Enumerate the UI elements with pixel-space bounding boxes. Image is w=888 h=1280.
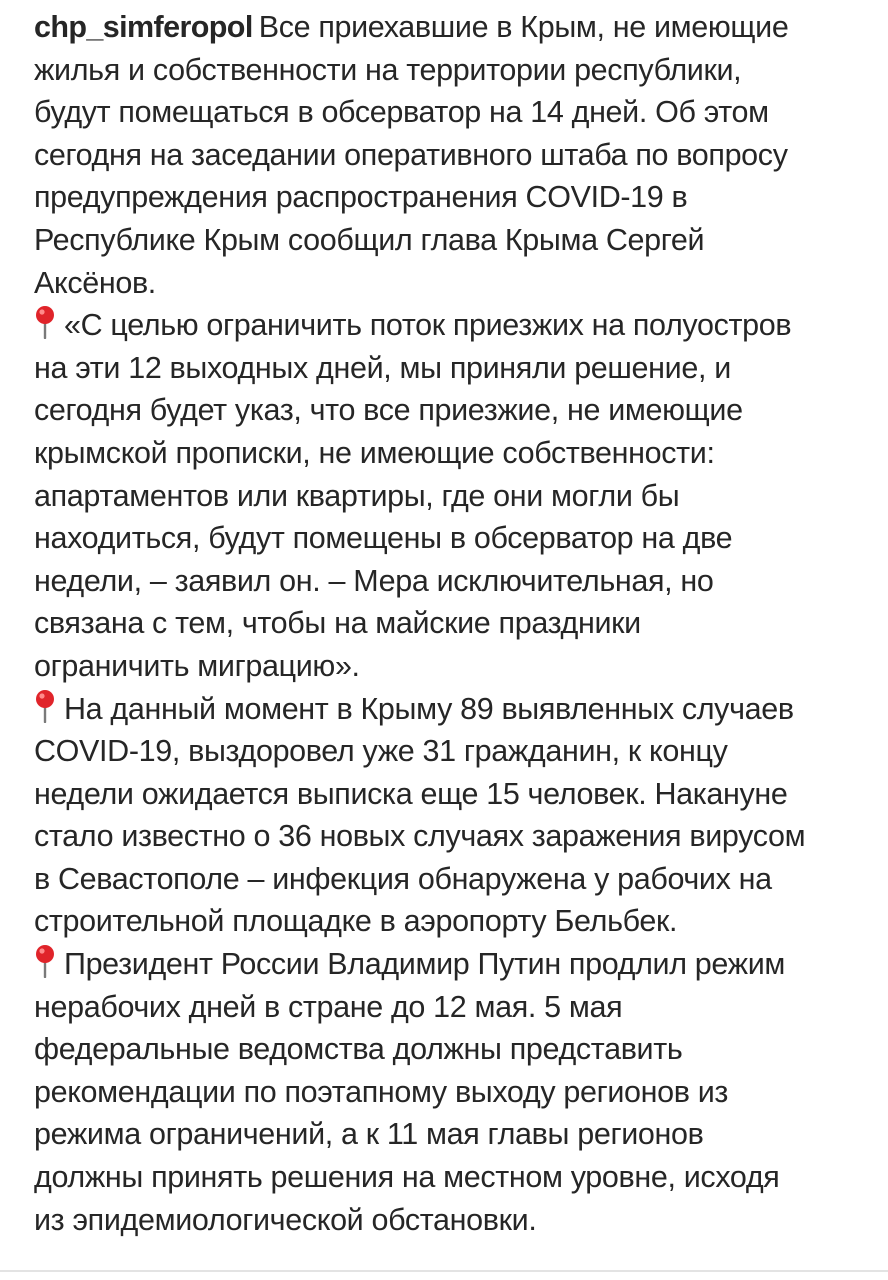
caption-line: апартаментов или квартиры, где они могли бы bbox=[34, 478, 680, 513]
caption-line: сегодня на заседании оперативного штаба по вопросу bbox=[34, 137, 788, 172]
caption-line: связана с тем, чтобы на майские праздники bbox=[34, 606, 641, 641]
caption-line: должны принять решения на местном уровне, исходя bbox=[34, 1160, 780, 1195]
bottom-divider bbox=[0, 1270, 888, 1272]
caption-text: На данный момент в Крыму 89 выявленных случаев bbox=[64, 691, 794, 726]
caption-line: рекомендации по поэтапному выходу регионов из bbox=[34, 1074, 729, 1109]
caption-text: Президент России Владимир Путин продлил режим bbox=[64, 947, 786, 982]
caption-line: недели ожидается выписка еще 15 человек. Накануне bbox=[34, 776, 788, 811]
round-pushpin-icon bbox=[34, 305, 56, 339]
caption-line: стало известно о 36 новых случаях заражения вирусом bbox=[34, 819, 806, 854]
caption-line: нерабочих дней в стране до 12 мая. 5 мая bbox=[34, 989, 623, 1024]
caption-line bbox=[34, 304, 874, 347]
username-link[interactable]: chp_simferopol bbox=[34, 10, 253, 44]
caption-line: COVID-19, выздоровел уже 31 гражданин, к концу bbox=[34, 734, 728, 769]
caption-line: предупреждения распространения COVID-19 в bbox=[34, 180, 688, 215]
caption-line: крымской прописки, не имеющие собственности: bbox=[34, 435, 715, 470]
caption-line bbox=[34, 688, 874, 731]
caption-line bbox=[34, 943, 874, 986]
round-pushpin-icon bbox=[34, 689, 56, 723]
caption-line bbox=[34, 6, 874, 49]
caption-line: жилья и собственности на территории республики, bbox=[34, 52, 742, 87]
caption-line: Аксёнов. bbox=[34, 265, 156, 300]
caption-text: Все приехавшие в Крым, не имеющие bbox=[258, 10, 789, 44]
caption-line: в Севастополе – инфекция обнаружена у рабочих на bbox=[34, 861, 772, 896]
caption-line: строительной площадке в аэропорту Бельбек. bbox=[34, 904, 678, 939]
caption-text: «С целью ограничить поток приезжих на полуостров bbox=[64, 308, 792, 343]
caption-line: ограничить миграцию». bbox=[34, 648, 360, 683]
caption-line: будут помещаться в обсерватор на 14 дней. Об этом bbox=[34, 95, 769, 130]
caption-line: сегодня будет указ, что все приезжие, не имеющие bbox=[34, 393, 743, 428]
caption-line: недели, – заявил он. – Мера исключительная, но bbox=[34, 563, 714, 598]
caption-line: федеральные ведомства должны представить bbox=[34, 1032, 683, 1067]
caption-line: режима ограничений, а к 11 мая главы регионов bbox=[34, 1117, 704, 1152]
caption-line: находиться, будут помещены в обсерватор на две bbox=[34, 521, 733, 556]
caption-line: Республике Крым сообщил глава Крыма Сергей bbox=[34, 222, 705, 257]
round-pushpin-icon bbox=[34, 944, 56, 978]
caption-line: из эпидемиологической обстановки. bbox=[34, 1202, 537, 1237]
caption-line: на эти 12 выходных дней, мы приняли решение, и bbox=[34, 350, 731, 385]
post-caption bbox=[34, 6, 874, 1241]
